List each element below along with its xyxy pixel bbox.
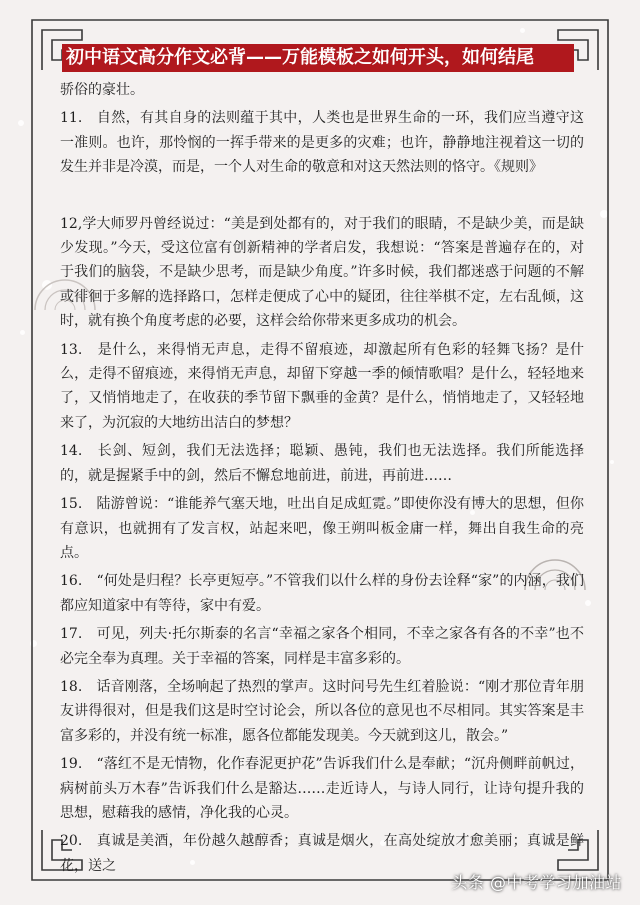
paragraph: 骄俗的豪壮。 [60, 82, 144, 98]
document-body [60, 78, 584, 881]
paragraph: 15. 陆游曾说：“谁能养气塞天地，吐出自足成虹霓。”即使你没有博大的思想，但你有意识，也就拥有了发言权，站起来吧，像王朔叫板金庸一样，舞出自我生命的亮点。 [60, 496, 584, 561]
paragraph: 11. 自然，有其自身的法则蕴于其中，人类也是世界生命的一环，我们应当遵守这一准则。也许，那怜悯的一挥手带来的是更多的灾难；也许，静静地注视着这一切的发生并非是冷漠，而是，一个人对生命的敬意和对这天然法则的恪守。《规则》 [60, 110, 584, 176]
paragraph: 13. 是什么，来得悄无声息，走得不留痕迹，却激起所有色彩的轻舞飞扬？是什么，走得不留痕迹，来得悄无声息，却留下穿越一季的倾情歌唱？是什么，轻轻地来了，又悄悄地走了，在收获的季节留下飘垂的金黄？是什么，悄悄地走了，又轻轻地来了，为沉寂的大地纺出洁白的梦想？ [60, 341, 584, 431]
document-title: 初中语文高分作文必背——万能模板之如何开头，如何结尾 [62, 44, 574, 72]
paragraph: 17. 可见，列夫·托尔斯泰的名言“幸福之家各个相同，不幸之家各有各的不幸”也不必完全奉为真理。关于幸福的答案，同样是丰富多彩的。 [60, 626, 584, 667]
watermark: 头条 @中考学习加油站 [451, 873, 622, 892]
paragraph: 16. “何处是归程？长亭更短亭。”不管我们以什么样的身份去诠释“家”的内涵，我们都应知道家中有等待，家中有爱。 [60, 573, 584, 614]
paragraph: 20. 真诚是美酒，年份越久越醇香；真诚是烟火，在高处绽放才愈美丽；真诚是鲜花，送之 [60, 833, 584, 874]
paragraph: 19. “落红不是无情物，化作春泥更护花”告诉我们什么是奉献；“沉舟侧畔前帆过，病树前头万木春”告诉我们什么是豁达……走近诗人，与诗人同行，让诗句提升我的思想，慰藉我的感情，净化我的心灵。 [60, 756, 584, 821]
paragraph: 14. 长剑、短剑，我们无法选择；聪颖、愚钝，我们也无法选择。我们所能选择的，就是握紧手中的剑，然后不懈怠地前进，前进，再前进…… [60, 443, 584, 484]
paragraph: 12,学大师罗丹曾经说过：“美是到处都有的，对于我们的眼睛，不是缺少美，而是缺少发现。”今天，受这位富有创新精神的学者启发，我想说：“答案是普遍存在的，对于我们的脑袋，不是缺少思考，而是缺少角度。”许多时候，我们都迷惑于问题的不解或徘徊于多解的选择路口，怎样走便成了心中的疑团，往往举棋不定，左右乱倾，这时，就有换个角度考虑的必要，这样会给你带来更多成功的机会。 [60, 215, 584, 330]
paragraph: 18. 话音刚落，全场响起了热烈的掌声。这时问号先生红着脸说：“刚才那位青年朋友讲得很对，但是我们这是时空讨论会，所以各位的意见也不尽相同。其实答案是丰富多彩的，并没有统一标准，愿各位都能发现美。今天就到这儿，散会。” [60, 678, 584, 744]
